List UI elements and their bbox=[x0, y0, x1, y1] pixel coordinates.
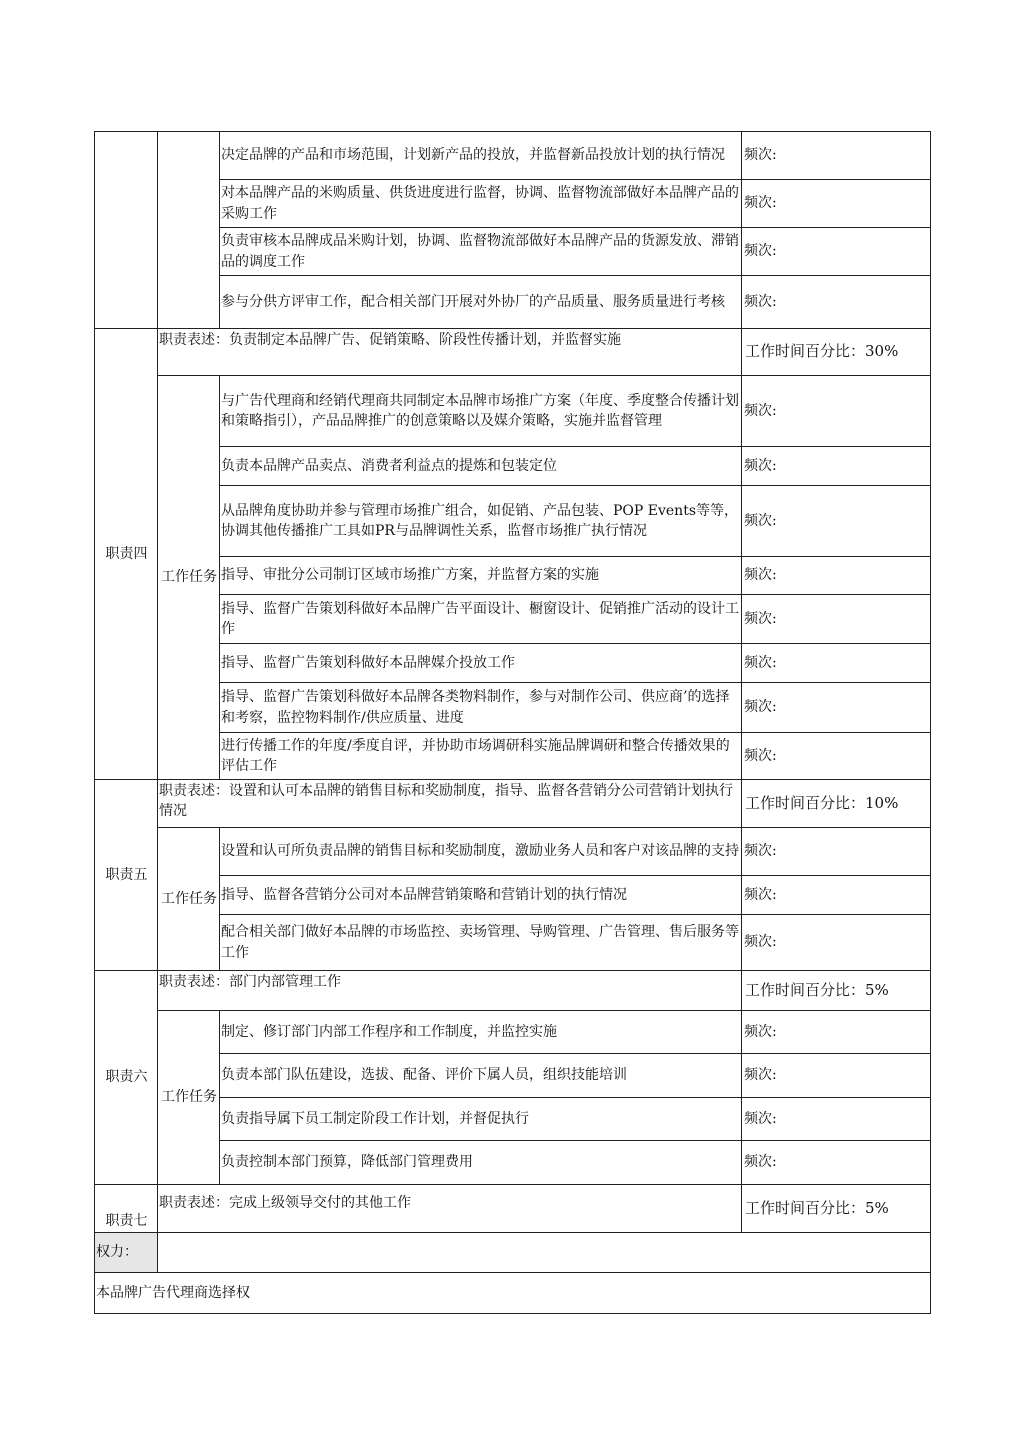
authority-item: 本品牌广告代理商选择权 bbox=[95, 1273, 931, 1314]
frequency-label: 频次: bbox=[742, 276, 931, 329]
frequency-label: 频次: bbox=[742, 1141, 931, 1185]
work-time-percent: 工作时间百分比：10% bbox=[742, 780, 931, 828]
duty-label: 职责六 bbox=[95, 971, 158, 1185]
frequency-label: 频次: bbox=[742, 1054, 931, 1098]
frequency-label: 频次: bbox=[742, 644, 931, 683]
frequency-label: 频次: bbox=[742, 915, 931, 971]
task-text: 指导、监督广告策划科做好本品牌广告平面设计、橱窗设计、促销推广活动的设计工作 bbox=[220, 595, 742, 644]
work-task-label-cell-prev bbox=[158, 132, 220, 329]
work-time-percent: 工作时间百分比：5% bbox=[742, 971, 931, 1011]
task-text: 从品牌角度协助并参与管理市场推广组合，如促销、产品包装、POP Events等等，协调其他传播推广工具如PR与品牌调性关系，监督市场推广执行情况 bbox=[220, 486, 742, 557]
task-text: 参与分供方评审工作，配合相关部门开展对外协厂的产品质量、服务质量进行考核 bbox=[220, 276, 742, 329]
duty-label: 职责四 bbox=[95, 329, 158, 780]
frequency-label: 频次: bbox=[742, 180, 931, 228]
task-text: 负责指导属下员工制定阶段工作计划，并督促执行 bbox=[220, 1098, 742, 1141]
task-text: 决定品牌的产品和市场范围，计划新产品的投放，并监督新品投放计划的执行情况 bbox=[220, 132, 742, 180]
task-text: 对本品牌产品的米购质量、供货进度进行监督，协调、监督物流部做好本品牌产品的采购工作 bbox=[220, 180, 742, 228]
task-text: 指导、监督广告策划科做好本品牌各类物料制作，参与对制作公司、供应商’的选择和考察，监控物料制作/供应质量、进度 bbox=[220, 683, 742, 733]
task-text: 指导、审批分公司制订区域市场推广方案，并监督方案的实施 bbox=[220, 557, 742, 595]
task-text: 负责本品牌产品卖点、消费者利益点的提炼和包装定位 bbox=[220, 447, 742, 486]
duty-statement: 职责表述：设置和认可本品牌的销售目标和奖励制度，指导、监督各营销分公司营销计划执行情况 bbox=[158, 780, 742, 828]
work-task-label: 工作任务 bbox=[158, 1011, 220, 1185]
duty-label: 职责七 bbox=[95, 1185, 158, 1233]
frequency-label: 频次: bbox=[742, 1098, 931, 1141]
task-text: 与广告代理商和经销代理商共同制定本品牌市场推广方案（年度、季度整合传播计划和策略指引），产品品牌推广的创意策略以及媒介策略，实施并监督管理 bbox=[220, 376, 742, 447]
frequency-label: 频次: bbox=[742, 228, 931, 276]
frequency-label: 频次: bbox=[742, 486, 931, 557]
task-text: 进行传播工作的年度/季度自评，并协助市场调研科实施品牌调研和整合传播效果的评估工作 bbox=[220, 733, 742, 780]
frequency-label: 频次: bbox=[742, 876, 931, 915]
frequency-label: 频次: bbox=[742, 376, 931, 447]
work-task-label: 工作任务 bbox=[158, 828, 220, 971]
responsibility-table bbox=[94, 131, 931, 1314]
duty-statement: 职责表述：部门内部管理工作 bbox=[158, 971, 742, 1011]
work-time-percent: 工作时间百分比：5% bbox=[742, 1185, 931, 1233]
task-text: 设置和认可所负责品牌的销售目标和奖励制度，激励业务人员和客户对该品牌的支持 bbox=[220, 828, 742, 876]
work-time-percent: 工作时间百分比：30% bbox=[742, 329, 931, 376]
frequency-label: 频次: bbox=[742, 733, 931, 780]
task-text: 指导、监督广告策划科做好本品牌媒介投放工作 bbox=[220, 644, 742, 683]
task-text: 指导、监督各营销分公司对本品牌营销策略和营销计划的执行情况 bbox=[220, 876, 742, 915]
task-text: 负责审核本品牌成品米购计划，协调、监督物流部做好本品牌产品的货源发放、滞销品的调度工作 bbox=[220, 228, 742, 276]
frequency-label: 频次: bbox=[742, 132, 931, 180]
task-text: 制定、修订部门内部工作程序和工作制度，并监控实施 bbox=[220, 1011, 742, 1054]
frequency-label: 频次: bbox=[742, 1011, 931, 1054]
task-text: 负责本部门队伍建设，选拔、配备、评价下属人员，组织技能培训 bbox=[220, 1054, 742, 1098]
duty-label: 职责五 bbox=[95, 780, 158, 971]
authority-label: 权力： bbox=[95, 1233, 158, 1273]
work-task-label: 工作任务 bbox=[158, 376, 220, 780]
frequency-label: 频次: bbox=[742, 828, 931, 876]
task-text: 配合相关部门做好本品牌的市场监控、卖场管理、导购管理、广告管理、售后服务等工作 bbox=[220, 915, 742, 971]
duty-statement: 职责表述：负责制定本品牌广告、促销策略、阶段性传播计划，并监督实施 bbox=[158, 329, 742, 376]
task-text: 负责控制本部门预算，降低部门管理费用 bbox=[220, 1141, 742, 1185]
frequency-label: 频次: bbox=[742, 557, 931, 595]
frequency-label: 频次: bbox=[742, 595, 931, 644]
duty-statement: 职责表述：完成上级领导交付的其他工作 bbox=[158, 1185, 742, 1233]
frequency-label: 频次: bbox=[742, 447, 931, 486]
authority-header-blank bbox=[158, 1233, 931, 1273]
frequency-label: 频次: bbox=[742, 683, 931, 733]
duty-label-cell-prev bbox=[95, 132, 158, 329]
